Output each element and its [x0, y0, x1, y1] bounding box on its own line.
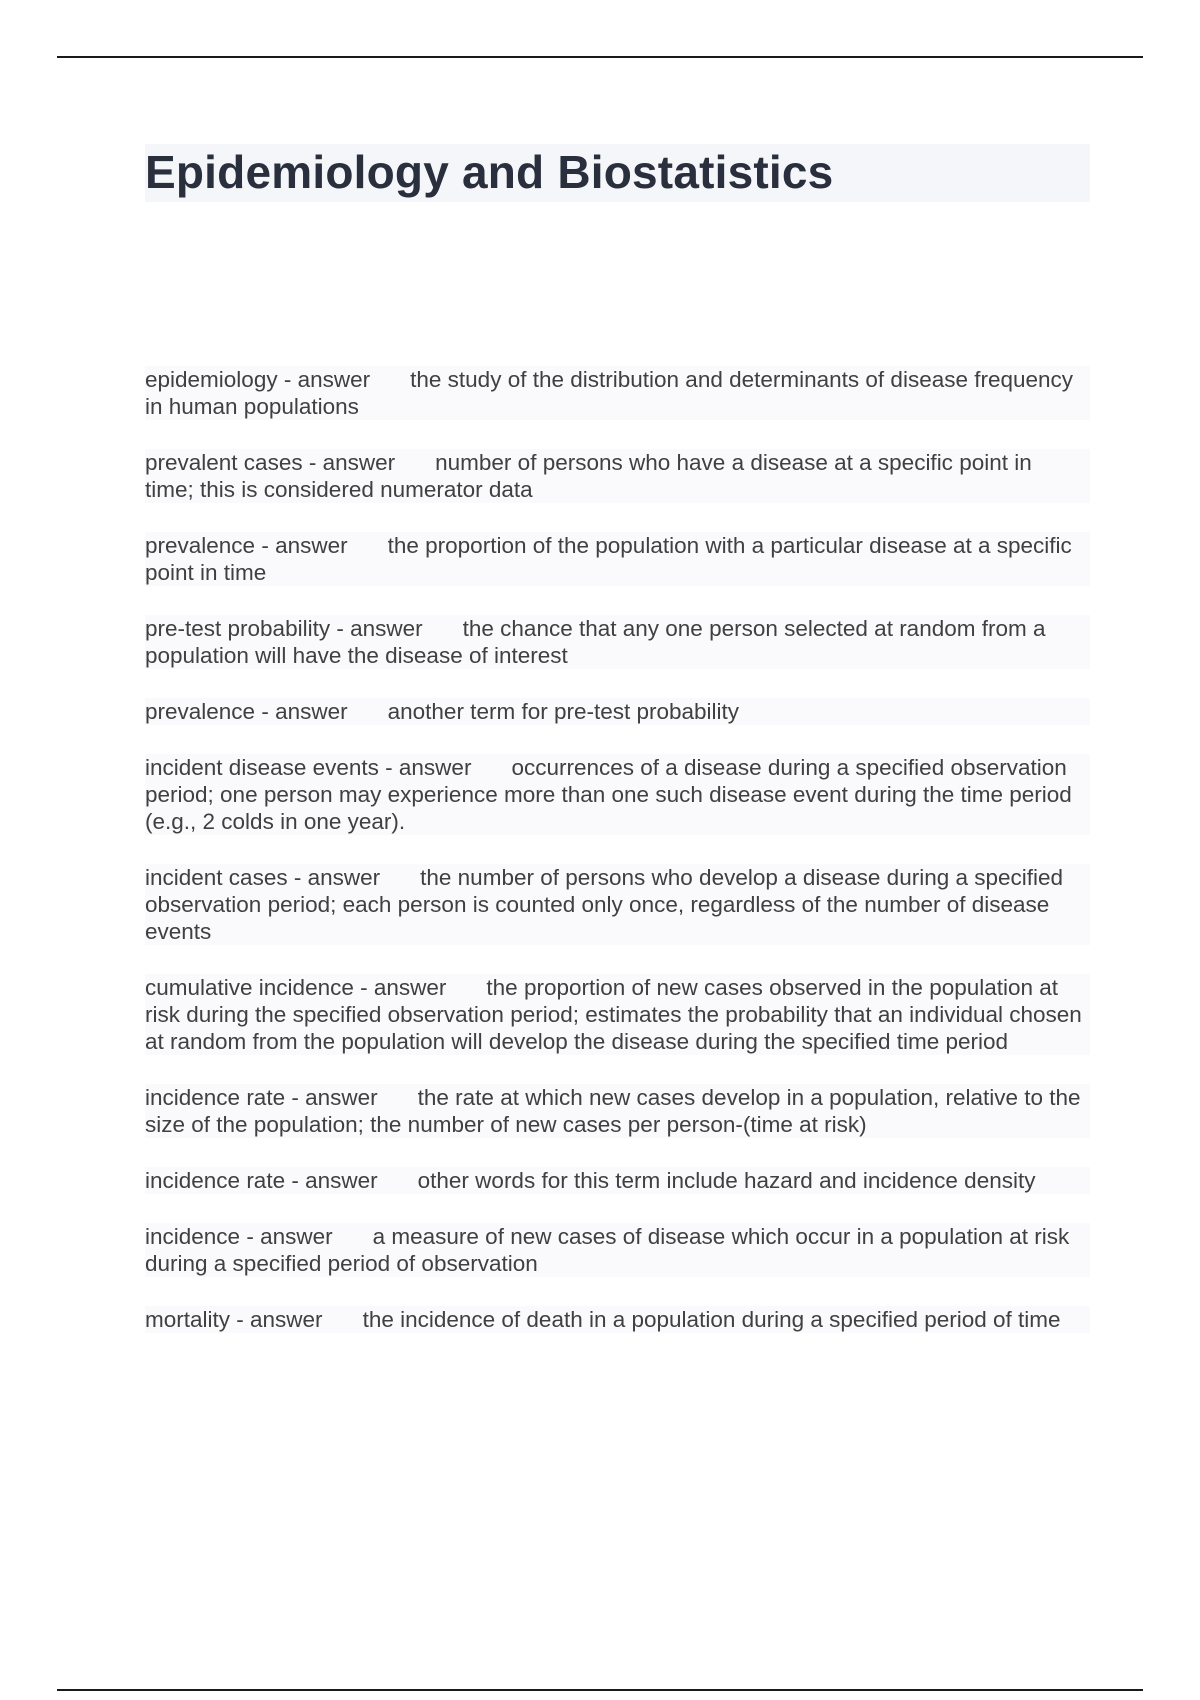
card-term: incident disease events	[145, 755, 379, 780]
card-answer-label: answer	[305, 1168, 378, 1193]
flashcard-list	[145, 366, 1090, 1362]
card-term: prevalence	[145, 699, 256, 724]
card-term: mortality	[145, 1307, 231, 1332]
card-definition: another term for pre-test probability	[387, 699, 740, 724]
card-definition: other words for this term include hazard and incidence density	[417, 1168, 1036, 1193]
card-definition: the rate at which new cases develop in a population, relative to the size of the population; the number of new cases per person-(time at risk)	[145, 1085, 1081, 1137]
page-title: Epidemiology and Biostatistics	[145, 146, 834, 198]
flashcard: incidence rate - answer other words for this term include hazard and incidence density	[145, 1167, 1090, 1194]
card-answer-label: answer	[373, 975, 447, 1000]
card-term: cumulative incidence	[145, 975, 354, 1000]
bottom-divider	[57, 1689, 1143, 1691]
card-answer-label: answer	[260, 1224, 333, 1249]
card-term: incidence rate	[145, 1168, 286, 1193]
card-answer-label: answer	[307, 865, 381, 890]
flashcard: mortality - answer the incidence of death in a population during a specified period of time	[145, 1306, 1090, 1333]
flashcard: prevalence - answer another term for pre-test probability	[145, 698, 1090, 725]
flashcard: epidemiology - answer the study of the distribution and determinants of disease frequency in human populations	[145, 366, 1090, 420]
card-definition: the proportion of the population with a particular disease at a specific point in time	[145, 533, 1072, 585]
card-definition: the incidence of death in a population during a specified period of time	[362, 1307, 1061, 1332]
card-definition: number of persons who have a disease at a specific point in time; this is considered numerator data	[145, 450, 1032, 502]
card-answer-label: answer	[398, 755, 472, 780]
card-answer-label: answer	[305, 1085, 378, 1110]
flashcard: pre-test probability - answer the chance that any one person selected at random from a population will have the disease of interest	[145, 615, 1090, 669]
card-term: incidence rate	[145, 1085, 286, 1110]
flashcard: cumulative incidence - answer the proportion of new cases observed in the population at risk during the specified observation period; estimates the probability that an individual chosen at random from the population will develop the disease during the specified time period	[145, 974, 1090, 1055]
flashcard: incidence - answer a measure of new cases of disease which occur in a population at risk during a specified period of observation	[145, 1223, 1090, 1277]
card-term: prevalence	[145, 533, 256, 558]
card-definition: the chance that any one person selected at random from a population will have the disease of interest	[145, 616, 1046, 668]
card-term: prevalent cases	[145, 450, 303, 475]
card-definition: the study of the distribution and determinants of disease frequency in human populations	[145, 367, 1074, 419]
card-answer-label: answer	[297, 367, 371, 392]
card-answer-label: answer	[250, 1307, 323, 1332]
card-answer-label: answer	[350, 616, 423, 641]
card-term: pre-test probability	[145, 616, 331, 641]
card-term: epidemiology	[145, 367, 278, 392]
flashcard: incident cases - answer the number of persons who develop a disease during a specified observation period; each person is counted only once, regardless of the number of disease events	[145, 864, 1090, 945]
flashcard: prevalent cases - answer number of persons who have a disease at a specific point in time; this is considered numerator data	[145, 449, 1090, 503]
top-divider	[57, 56, 1143, 58]
card-answer-label: answer	[322, 450, 396, 475]
flashcard: incidence rate - answer the rate at which new cases develop in a population, relative to the size of the population; the number of new cases per person-(time at risk)	[145, 1084, 1090, 1138]
flashcard: prevalence - answer the proportion of the population with a particular disease at a specific point in time	[145, 532, 1090, 586]
card-term: incidence	[145, 1224, 241, 1249]
card-definition: occurrences of a disease during a specified observation period; one person may experience more than one such disease event during the time period (e.g., 2 colds in one year).	[145, 755, 1072, 834]
card-answer-label: answer	[275, 699, 348, 724]
card-term: incident cases	[145, 865, 288, 890]
card-answer-label: answer	[275, 533, 348, 558]
card-definition: the number of persons who develop a disease during a specified observation period; each person is counted only once, regardless of the number of disease events	[145, 865, 1064, 944]
card-definition: the proportion of new cases observed in the population at risk during the specified observation period; estimates the probability that an individual chosen at random from the population will develop the disease during the specified time period	[145, 975, 1082, 1054]
card-definition: a measure of new cases of disease which occur in a population at risk during a specified period of observation	[145, 1224, 1070, 1276]
flashcard: incident disease events - answer occurrences of a disease during a specified observation period; one person may experience more than one such disease event during the time period (e.g., 2 colds in one year).	[145, 754, 1090, 835]
